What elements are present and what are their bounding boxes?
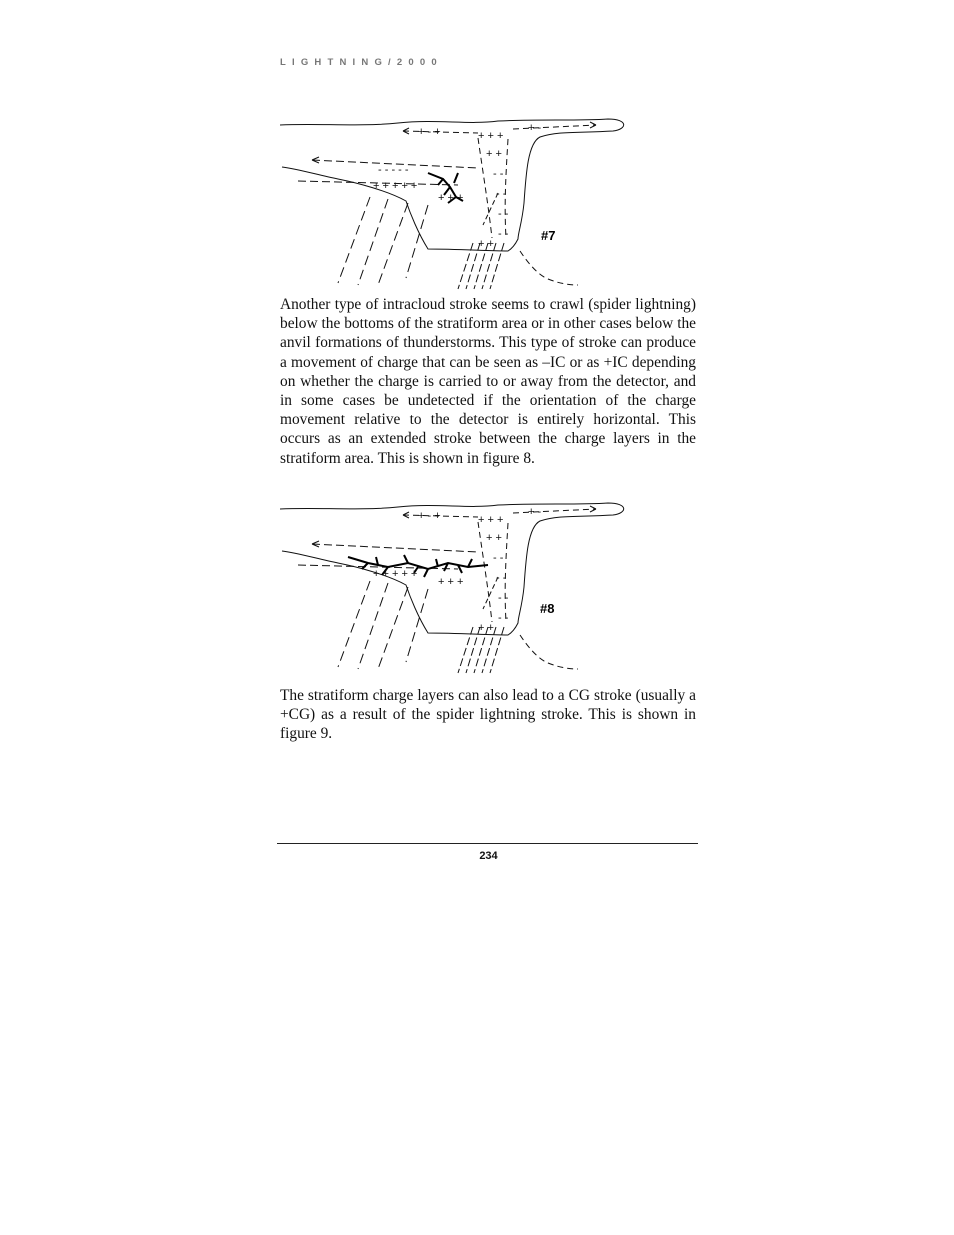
svg-text:+ + +: + + + [438,576,464,588]
svg-text:+ +: + + [478,238,494,250]
svg-text:- -: - - [498,228,509,240]
paragraph-2: The stratiform charge layers can also lead to a CG stroke (usually a +CG) as a result of the spider lightning stroke. This is shown in figure 9. [280,687,696,743]
svg-text:- -: - - [493,552,504,564]
cloud-diagram-7 [278,113,630,293]
svg-text:+ + + + +: + + + + + [373,568,418,580]
figure-7 [278,113,630,293]
svg-text:+ + +: + + + [478,130,504,142]
figure-8 [278,497,630,677]
svg-text:+ + +: + + + [478,514,504,526]
running-head: LIGHTNING/2000 [280,57,443,68]
svg-text:- - - - -: - - - - - [378,164,409,176]
svg-text:+ -: + - [528,122,542,134]
figure-8-label: #8 [540,601,555,616]
svg-text:+ +: + + [486,532,502,544]
svg-text:- -: - - [496,572,507,584]
svg-text:+ - +: + - + [418,510,441,522]
page-number: 234 [479,850,498,862]
figure-7-label: #7 [541,228,556,243]
footer-rule [277,843,698,844]
svg-text:- -: - - [498,208,509,220]
svg-text:+ - +: + - + [418,126,441,138]
svg-text:- -: - - [498,612,509,624]
cloud-diagram-8 [278,497,630,677]
svg-text:- -: - - [498,592,509,604]
svg-text:- -: - - [493,168,504,180]
svg-text:+ + + + +: + + + + + [373,180,418,192]
svg-text:+ +: + + [478,622,494,634]
svg-text:- -: - - [496,188,507,200]
paragraph-1: Another type of intracloud stroke seems to crawl (spider lightning) below the bottoms of the stratiform area or in other cases below the anvil formations of thunderstorms. This type of stroke can produce a movement of charge that can be seen as –IC or as +IC depending on whether the charge is carried to or away from the detector, and in some cases be undetected if the orientation of the charge movement relative to the detector is entirely horizontal. This occurs as an extended stroke between the charge layers in the stratiform area. This is shown in figure 8. [280,296,696,467]
svg-text:+ +: + + [486,148,502,160]
svg-text:+ -: + - [528,506,542,518]
svg-text:+ + +: + + + [438,192,464,204]
